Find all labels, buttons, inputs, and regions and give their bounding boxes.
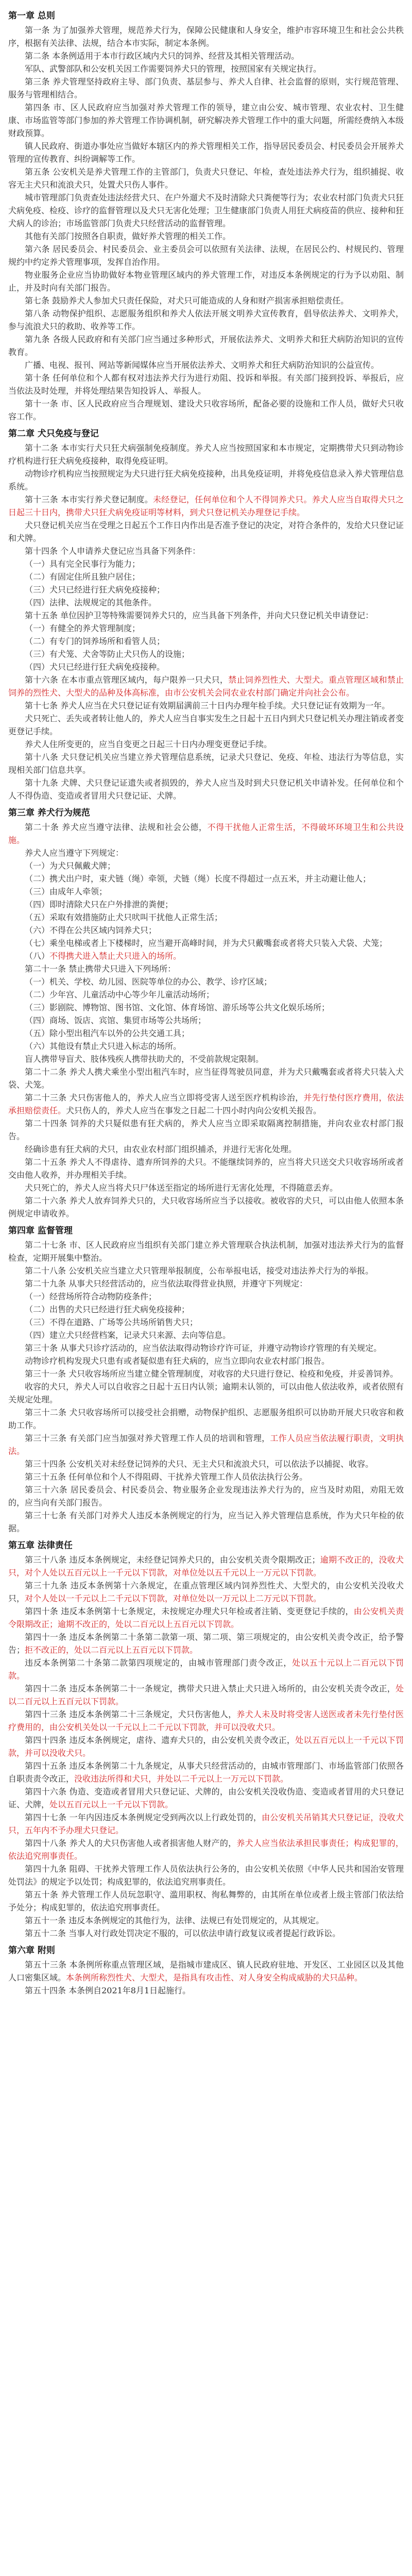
- paragraph-text: （五）采取有效措施防止犬只吠叫干扰他人正常生活；: [25, 912, 223, 922]
- article-paragraph: [8, 1888, 404, 1914]
- paragraph-text: 第五十条 养犬管理工作人员玩忽职守、滥用职权、徇私舞弊的，由其所在单位或者上级主管部门依法给予处分；构成犯罪的，依法追究刑事责任。: [8, 1890, 404, 1912]
- paragraph-text: （七）乘坐电梯或者上下楼梯时，应当避开高峰时间，并为犬只戴嘴套或者将犬只装入犬袋、犬笼；: [25, 938, 388, 948]
- article-paragraph: [8, 1483, 404, 1509]
- article-paragraph: [8, 1091, 404, 1117]
- emphasis-text: 禁止饲养烈性犬、大型犬。重点管理区域和禁止饲养的烈性犬、大型犬的品种及体高标准，由市公安机关会同农业农村部门确定并向社会公布。: [8, 675, 404, 698]
- paragraph-text: （六）不得在公共区域内饲养犬只；: [25, 925, 157, 935]
- chapter-heading: 第四章 监督管理: [8, 1226, 73, 1236]
- paragraph-text: 第六条 居民委员会、村民委员会、业主委员会可以依照有关法律、法规，在居民公约、村规民约、管理规约中约定养犬管理事项，发挥自治作用。: [8, 244, 404, 267]
- article-paragraph: [8, 1143, 404, 1156]
- paragraph-text: 第一条 为了加强养犬管理，规范养犬行为，保障公民健康和人身安全，维护市容环境卫生和社会公共秩序，根据有关法律、法规，结合本市实际，制定本条例。: [8, 25, 404, 48]
- emphasis-text: 处以五百元以上一千元以下罚款。: [49, 1800, 174, 1809]
- article-paragraph: [8, 1329, 404, 1342]
- article-paragraph: [8, 1470, 404, 1483]
- paragraph-text: 第二十条 养犬应当遵守法律、法规和社会公德，: [25, 822, 208, 832]
- paragraph-text: 第十五条 单位因护卫等特殊需要饲养犬只的，应当具备下列条件，并向犬只登记机关申请登记：: [25, 611, 374, 620]
- article-paragraph: [8, 570, 404, 583]
- paragraph-text: 第二十三条 犬只伤害他人的，养犬人应当立即将受害人送至医疗机构诊治，: [25, 1093, 304, 1103]
- paragraph-text: 第四十条 违反本条例第十七条规定，未按规定办理犬只年检或者注销、变更登记手续的，: [25, 1606, 354, 1616]
- paragraph-text: （三）由成年人牵领；: [25, 887, 108, 896]
- article-paragraph: [8, 1380, 404, 1406]
- article-paragraph: [8, 660, 404, 673]
- article-paragraph: [8, 738, 404, 751]
- article-paragraph: [8, 1553, 404, 1579]
- article-paragraph: [8, 1785, 404, 1811]
- paragraph-text: 第十条 任何单位和个人都有权对违法养犬行为进行劝阻、投诉和举报。有关部门接到投诉、举报后，应当依法及时处理，并将处理结果告知投诉人、举报人。: [8, 373, 404, 396]
- paragraph-text: 第二十二条 养犬人携犬乘坐小型出租汽车时，应当征得驾驶员同意，并为犬只戴嘴套或者将犬只装入犬袋、犬笼。: [8, 1067, 404, 1090]
- article-paragraph: [8, 545, 404, 557]
- article-paragraph: [8, 1759, 404, 1785]
- paragraph-text: （四）法律、法规规定的其他条件。: [25, 598, 157, 607]
- article-paragraph: [8, 1277, 404, 1290]
- article-paragraph: [8, 140, 404, 165]
- chapter-heading: 第二章 犬只免疫与登记: [8, 429, 99, 439]
- paragraph-text: 第十九条 犬牌、犬只登记证遗失或者损毁的，养犬人应当及时到犬只登记机关申请补发。任何单位和个人不得伪造、变造或者冒用犬只登记证、犬牌。: [8, 778, 404, 801]
- article-paragraph: [8, 75, 404, 101]
- paragraph-text: （四）商场、饭店、宾馆、集贸市场等公共场所；: [25, 1015, 207, 1025]
- paragraph-text: 经确诊患有狂犬病的犬只，由农业农村部门组织捕杀，并进行无害化处理。: [25, 1144, 297, 1154]
- article-paragraph: [8, 622, 404, 635]
- paragraph-text: 第四十九条 阻碍、干扰养犬管理工作人员依法执行公务的，由公安机关依照《中华人民共和国治安管理处罚法》的规定予以处罚；构成犯罪的，依法追究刑事责任。: [8, 1864, 404, 1887]
- paragraph-text: 第十七条 养犬人应当在犬只登记证有效期届满前三十日内办理年检手续。犬只登记证有效期为一年。: [25, 701, 390, 710]
- article-paragraph: [8, 1117, 404, 1143]
- paragraph-text: （一）为犬只佩戴犬牌；: [25, 861, 116, 871]
- article-paragraph: [8, 911, 404, 924]
- paragraph-text: 第四十一条 违反本条例第二十条第二款第一项、第二项、第三项规定的，由公安机关责令改正，给予警告；: [8, 1632, 404, 1655]
- paragraph-text: 第四十四条 违反本条例规定，虐待、遗弃犬只的，由公安机关责令改正，: [25, 1735, 296, 1745]
- article-paragraph: [8, 243, 404, 268]
- paragraph-text: （四）犬只已经进行狂犬病免疫接种。: [25, 662, 165, 672]
- chapter-heading: 第六章 附则: [8, 1945, 55, 1956]
- paragraph-text: 第四十八条 养犬人的犬只伤害他人或者损害他人财产的，: [25, 1838, 237, 1848]
- article-paragraph: [8, 1342, 404, 1354]
- paragraph-text: 第十二条 本市实行犬只狂犬病强制免疫制度。养犬人应当按照国家和本市规定，定期携带犬只到动物诊疗机构进行狂犬病免疫接种，取得免疫证明。: [8, 443, 404, 466]
- paragraph-text: 第四条 市、区人民政府应当加强对养犬管理工作的领导，建立由公安、城市管理、农业农村、卫生健康、市场监管等部门参加的养犬管理工作协调机制，研究解决养犬管理工作中的重大问题，所需经费纳入本级财政预算。: [8, 103, 404, 138]
- paragraph-text: （一）经营场所符合动物防疫条件；: [25, 1292, 157, 1301]
- paragraph-text: （四）即时清除犬只在户外排泄的粪便；: [25, 900, 174, 909]
- article-paragraph: [8, 975, 404, 988]
- chapter-heading: 第五章 法律责任: [8, 1540, 73, 1551]
- paragraph-text: （二）出售的犬只已经进行狂犬病免疫接种；: [25, 1304, 190, 1314]
- article-paragraph: [8, 24, 404, 49]
- article-paragraph: [8, 712, 404, 738]
- article-paragraph: [8, 1811, 404, 1837]
- paragraph-text: （三）犬只已经进行狂犬病免疫接种；: [25, 585, 165, 595]
- emphasis-text: 本条例所称烈性犬、大型犬，是指具有攻击性、对人身安全构成威胁的犬只品种。: [66, 1973, 363, 1982]
- paragraph-text: 第四十三条 违反本条例第二十三条规定，犬只伤害他人，: [25, 1709, 237, 1719]
- paragraph-text: 第三十二条 犬只收容场所可以接受社会捐赠，动物保护组织、志愿服务组织可以协助开展犬只收容和救助工作。: [8, 1408, 404, 1430]
- paragraph-text: 第五十二条 当事人对行政处罚决定不服的，可以依法申请行政复议或者提起行政诉讼。: [25, 1928, 341, 1938]
- paragraph-text: （六）其他设有禁止犬只进入标志的场所。: [25, 1041, 182, 1051]
- article-paragraph: [8, 1239, 404, 1264]
- article-paragraph: [8, 821, 404, 846]
- article-paragraph: [8, 988, 404, 1001]
- article-paragraph: [8, 359, 404, 371]
- emphasis-text: 并先行垫付医疗费用，依法承担赔偿责任。: [8, 1093, 404, 1115]
- article-paragraph: [8, 872, 404, 885]
- article-paragraph: [8, 1316, 404, 1329]
- article-paragraph: [8, 442, 404, 467]
- article-paragraph: [8, 557, 404, 570]
- paragraph-text: 养犬人应当遵守下列规定：: [25, 848, 124, 858]
- paragraph-text: 第三十五条 任何单位和个人不得阻碍、干扰养犬管理工作人员依法执行公务。: [25, 1472, 308, 1482]
- paragraph-text: 第三条 养犬管理坚持政府主导、部门负责、基层参与、养犬人自律、社会监督的原则，实行规范管理、服务与管理相结合。: [8, 77, 404, 99]
- paragraph-text: 第三十九条 违反本条例第十六条规定，在重点管理区域内饲养烈性犬、大型犬的，由公安机关没收犬只，: [8, 1581, 404, 1603]
- emphasis-text: 养犬人未及时将受害人送医或者未先行垫付医疗费用的，由公安机关处以一千元以上二千元以下罚款，并可以没收犬只。: [8, 1709, 404, 1732]
- article-paragraph: [8, 898, 404, 911]
- paragraph-text: 第二十六条 养犬人放弃饲养犬只的，犬只收容场所应当予以接收。被收容的犬只，可以由他人依照本条例规定申请收养。: [8, 1196, 404, 1218]
- article-paragraph: [8, 583, 404, 596]
- article-paragraph: [8, 950, 404, 962]
- emphasis-text: 不得携犬进入禁止犬只进入的场所。: [49, 951, 182, 961]
- article-paragraph: [8, 333, 404, 359]
- paragraph-text: 城市管理部门负责查处违法经营犬只、在户外遛犬不及时清除犬只粪便等行为；农业农村部门负责犬只狂犬病免疫、检疫、诊疗的监督管理以及犬只无害化处理；卫生健康部门负责人用狂犬病疫苗的供应、接种和狂犬病人的诊治；市场监管部门负责犬只经营活动的监督管理。: [8, 193, 404, 228]
- article-paragraph: [8, 1053, 404, 1065]
- paragraph-text: （三）不得在道路、广场等公共场所销售犬只；: [25, 1317, 198, 1327]
- article-paragraph: [8, 1958, 404, 1984]
- paragraph-text: 军队、武警部队和公安机关因工作需要饲养犬只的管理，按照国家有关规定执行。: [25, 64, 322, 74]
- paragraph-text: 盲人携带导盲犬、肢体残疾人携带扶助犬的，不受前款规定限制。: [25, 1054, 264, 1064]
- paragraph-text: （一）具有完全民事行为能力；: [25, 559, 141, 569]
- article-paragraph: [8, 1181, 404, 1194]
- article-paragraph: [8, 49, 404, 62]
- paragraph-text: 第三十六条 居民委员会、村民委员会、物业服务企业发现违法养犬行为的，应当及时劝阻，劝阻无效的，应当向有关部门报告。: [8, 1485, 404, 1507]
- paragraph-text: （五）除小型出租汽车以外的公共交通工具；: [25, 1028, 190, 1038]
- emphasis-text: 不得干扰他人正常生活，不得破坏环境卫生和公共设施。: [8, 822, 404, 845]
- article-paragraph: [8, 885, 404, 898]
- article-paragraph: [8, 673, 404, 699]
- article-paragraph: [8, 635, 404, 648]
- paragraph-text: （二）携犬出户时，束犬链（绳）牵领，犬链（绳）长度不得超过一点五米，并主动避让他人；: [25, 874, 371, 884]
- article-paragraph: [8, 1406, 404, 1432]
- article-paragraph: [8, 1914, 404, 1927]
- paragraph-text: 第二十一条 禁止携带犬只进入下列场所：: [25, 964, 176, 974]
- article-paragraph: [8, 1354, 404, 1367]
- article-paragraph: [8, 1001, 404, 1014]
- paragraph-text: 第十三条 本市实行养犬登记制度。: [25, 495, 153, 504]
- paragraph-text: （八）: [25, 951, 50, 961]
- article-paragraph: [8, 1509, 404, 1535]
- paragraph-text: 物业服务企业应当协助做好本物业管理区域内的养犬管理工作，对违反本条例规定的行为予以劝阻、制止，并及时向有关部门报告。: [8, 270, 404, 293]
- paragraph-text: 第三十七条 有关部门对养犬人违反本条例规定的行为，应当记入养犬管理信息系统，作为犬只年检的依据。: [8, 1511, 404, 1533]
- article-paragraph: [8, 1984, 404, 1997]
- article-paragraph: [8, 1837, 404, 1862]
- paragraph-text: 第十六条 在本市重点管理区域内，每户限养一只犬只，: [25, 675, 229, 685]
- emphasis-text: 处以五十元以上二百元以下罚款。: [8, 1658, 404, 1681]
- emphasis-text: 没收违法所得和犬只，并处以二千元以上一万元以下罚款。: [74, 1774, 289, 1784]
- article-paragraph: [8, 165, 404, 191]
- article-paragraph: [8, 230, 404, 243]
- article-paragraph: [8, 776, 404, 802]
- article-paragraph: [8, 596, 404, 609]
- paragraph-text: 犬只登记机关应当在受理之日起五个工作日内作出是否准予登记的决定，对符合条件的，发给犬只登记证和犬牌。: [8, 520, 404, 543]
- article-paragraph: [8, 699, 404, 712]
- chapter-heading: 第三章 养犬行为规范: [8, 808, 90, 818]
- emphasis-text: 拒不改正的，处以二百元以上五百元以下罚款。: [25, 1645, 198, 1655]
- article-paragraph: [8, 1631, 404, 1656]
- paragraph-text: 第二十八条 公安机关应当建立犬只管理举报制度，公布举报电话，接受对违法养犬行为的举报。: [25, 1266, 374, 1276]
- article-paragraph: [8, 1194, 404, 1220]
- paragraph-text: 第七条 鼓励养犬人参加犬只责任保险，对犬只可能造成的人身和财产损害承担赔偿责任。: [25, 296, 349, 306]
- paragraph-text: 广播、电视、报刊、网站等新闻媒体应当开展依法养犬、文明养犬和狂犬病防治知识的公益宣传。: [25, 360, 380, 370]
- article-paragraph: [8, 294, 404, 307]
- paragraph-text: 动物诊疗机构发现犬只患有或者疑似患有狂犬病的，应当立即向农业农村部门报告。: [25, 1356, 330, 1366]
- paragraph-text: 养犬人住所变更的，应当自变更之日起三十日内办理变更登记手续。: [25, 739, 272, 749]
- article-paragraph: [8, 371, 404, 397]
- article-paragraph: [8, 397, 404, 423]
- paragraph-text: （二）有专门的饲养场所和看管人员；: [25, 636, 165, 646]
- article-paragraph: [8, 937, 404, 950]
- emphasis-text: 处以五百元以上一千元以下罚款，并可以没收犬只。: [8, 1735, 404, 1758]
- paragraph-text: 第二十四条 饲养的犬只疑似患有狂犬病的，养犬人应当立即采取隔离控制措施，并向农业农村部门报告。: [8, 1118, 404, 1141]
- article-paragraph: [8, 519, 404, 545]
- paragraph-text: 收容的犬只，养犬人可以自收容之日起十五日内认领；逾期未认领的，可以由他人依法收养，或者依照有关规定处理。: [8, 1382, 404, 1404]
- paragraph-text: 犬只死亡的，养犬人应当将犬只尸体送至指定的场所进行无害化处理，不得随意丢弃。: [25, 1183, 338, 1193]
- paragraph-text: 第五十一条 违反本条例规定的其他行为，法律、法规已有处罚规定的，从其规定。: [25, 1916, 324, 1925]
- article-paragraph: [8, 1432, 404, 1458]
- paragraph-text: （三）影剧院、博物馆、图书馆、文化馆、体育场馆、游乐场等公共文化娱乐场所；: [25, 1003, 330, 1012]
- paragraph-text: 第十八条 犬只登记机关应当建立养犬管理信息系统，记录犬只登记、免疫、年检、违法行为等信息，实现相关部门信息共享。: [8, 752, 404, 775]
- article-paragraph: [8, 924, 404, 937]
- paragraph-text: 第四十五条 违反本条例第二十九条规定，从事犬只经营活动的，由城市管理部门、市场监管部门依照各自职责责令改正，: [8, 1761, 404, 1784]
- article-paragraph: [8, 101, 404, 140]
- paragraph-text: 第五十三条 本条例所称重点管理区域，是指城市建成区、镇人民政府驻地、开发区、工业园区以及其他人口密集区域。: [8, 1960, 404, 1982]
- paragraph-text: 第三十四条 公安机关对未经登记饲养的犬只、无主犬只和流浪犬只，可以依法予以捕捉、收容。: [25, 1459, 374, 1469]
- emphasis-text: 未经登记，任何单位和个人不得饲养犬只。养犬人应当自取得犬只之日起三十日内，携带犬只狂犬病免疫证明等材料，到犬只登记机关办理登记手续。: [8, 495, 404, 517]
- article-paragraph: [8, 1656, 404, 1682]
- article-paragraph: [8, 1264, 404, 1277]
- paragraph-text: 第三十条 从事犬只诊疗活动的，应当依法取得动物诊疗许可证，并遵守动物诊疗管理的有关规定。: [25, 1343, 382, 1353]
- paragraph-text: 第二十五条 养犬人不得虐待、遗弃所饲养的犬只。不能继续饲养的，应当将犬只送交犬只收容场所或者交由他人收养，并办理相关手续。: [8, 1157, 404, 1180]
- paragraph-text: （一）有健全的养犬管理制度；: [25, 623, 141, 633]
- article-paragraph: [8, 751, 404, 776]
- paragraph-text: 犬只伤人的，养犬人应当在事发之日起二十四小时内向公安机关报告。: [66, 1106, 322, 1115]
- article-paragraph: [8, 268, 404, 294]
- article-paragraph: [8, 1579, 404, 1605]
- article-paragraph: [8, 467, 404, 493]
- paragraph-text: （四）建立犬只经营档案，记录犬只来源、去向等信息。: [25, 1330, 231, 1340]
- article-paragraph: [8, 1862, 404, 1888]
- article-paragraph: [8, 1927, 404, 1940]
- chapter-heading: 第一章 总则: [8, 11, 55, 21]
- paragraph-text: 第五条 公安机关是养犬管理工作的主管部门，负责犬只登记、年检，查处违法养犬行为，组织捕捉、收容无主犬只和流浪犬只，处置犬只伤人事件。: [8, 167, 404, 190]
- paragraph-text: 违反本条例第二十条第二款第四项规定的，由城市管理部门责令改正，: [25, 1658, 293, 1668]
- paragraph-text: 第三十三条 有关部门应当加强对养犬管理工作人员的培训和管理，: [25, 1433, 270, 1443]
- paragraph-text: 第二十七条 市、区人民政府应当组织有关部门建立养犬管理联合执法机制，加强对违法养犬行为的监督检查，定期开展集中整治。: [8, 1240, 404, 1263]
- paragraph-text: 第三十一条 犬只收容场所应当建立健全管理制度，对收容的犬只进行登记、检疫和免疫，并妥善饲养。: [25, 1369, 399, 1379]
- article-paragraph: [8, 1458, 404, 1470]
- paragraph-text: 第三十八条 违反本条例规定，未经登记饲养犬只的，由公安机关责令限期改正；: [25, 1555, 320, 1565]
- article-paragraph: [8, 1040, 404, 1053]
- paragraph-text: 第二十九条 从事犬只经营活动的，应当依法取得营业执照，并遵守下列规定：: [25, 1279, 308, 1289]
- paragraph-text: 第八条 动物保护组织、志愿服务组织和养犬人依法开展文明养犬宣传教育，倡导依法养犬、文明养犬，参与流浪犬只的救助、收养等工作。: [8, 309, 404, 331]
- paragraph-text: （二）少年宫、儿童活动中心等少年儿童活动场所；: [25, 990, 215, 999]
- emphasis-text: 由公安机关吊销其犬只登记证，没收犬只，五年内不予办理犬只登记。: [8, 1812, 404, 1835]
- article-paragraph: [8, 1367, 404, 1380]
- emphasis-text: 养犬人应当依法承担民事责任；构成犯罪的，依法追究刑事责任。: [8, 1838, 404, 1861]
- article-paragraph: [8, 1065, 404, 1091]
- article-paragraph: [8, 191, 404, 230]
- paragraph-text: （三）有犬笼、犬舍等防止犬只伤人的设施；: [25, 649, 190, 659]
- paragraph-text: 第四十六条 伪造、变造或者冒用犬只登记证、犬牌的，由公安机关没收伪造、变造或者冒用的犬只登记证、犬牌，: [8, 1787, 404, 1809]
- article-paragraph: [8, 1605, 404, 1631]
- paragraph-text: 第四十七条 一年内因违反本条例规定受到两次以上行政处罚的，: [25, 1812, 262, 1822]
- paragraph-text: 第十一条 市、区人民政府应当合理规划、建设犬只收容场所，配备必要的设施和工作人员，做好犬只收容工作。: [8, 399, 404, 421]
- paragraph-text: （一）机关、学校、幼儿园、医院等单位的办公、教学、诊疗区域；: [25, 977, 272, 987]
- paragraph-text: 第九条 各级人民政府和有关部门应当通过多种形式，开展依法养犬、文明养犬和狂犬病防治知识的宣传教育。: [8, 334, 404, 357]
- article-paragraph: [8, 846, 404, 859]
- article-paragraph: [8, 1303, 404, 1316]
- article-paragraph: [8, 1290, 404, 1303]
- paragraph-text: 第二条 本条例适用于本市行政区域内犬只的饲养、经营及其相关管理活动。: [25, 51, 300, 61]
- paragraph-text: 动物诊疗机构应当按照规定为犬只进行狂犬病免疫接种，出具免疫证明，并将免疫信息录入养犬管理信息系统。: [8, 469, 404, 492]
- article-paragraph: [8, 493, 404, 519]
- emphasis-text: 逾期不改正的，没收犬只，对个人处以五百元以上一千元以下罚款，对单位处以五千元以上一万元以下罚款。: [8, 1555, 404, 1578]
- paragraph-text: （二）有固定住所且独户居住；: [25, 572, 141, 582]
- emphasis-text: 处以二百元以上五百元以下罚款。: [8, 1684, 404, 1706]
- article-paragraph: [8, 1014, 404, 1027]
- emphasis-text: 由公安机关责令限期改正；逾期不改正的，处以二百元以上五百元以下罚款。: [8, 1606, 404, 1629]
- emphasis-text: 工作人员应当依法履行职责，文明执法。: [8, 1433, 404, 1456]
- article-paragraph: [8, 648, 404, 660]
- paragraph-text: 镇人民政府、街道办事处应当做好本辖区内的养犬管理相关工作，指导居民委员会、村民委员会开展养犬管理的宣传教育、纠纷调解等工作。: [8, 141, 404, 164]
- paragraph-text: 第五十四条 本条例自2021年8月1日起施行。: [25, 1986, 191, 1995]
- paragraph-text: 其他有关部门按照各自职责，做好养犬管理的相关工作。: [25, 231, 231, 241]
- article-paragraph: [8, 609, 404, 622]
- emphasis-text: 对个人处以一千元以上二千元以下罚款，对单位处以一万元以上二万元以下罚款。: [25, 1594, 322, 1603]
- paragraph-text: 第十四条 个人申请养犬登记应当具备下列条件：: [25, 546, 201, 556]
- article-paragraph: [8, 1734, 404, 1759]
- paragraph-text: 第四十二条 违反本条例第二十一条规定，携带犬只进入禁止犬只进入场所的，由公安机关责令改正，: [25, 1684, 396, 1693]
- article-paragraph: [8, 1708, 404, 1734]
- article-paragraph: [8, 1027, 404, 1040]
- article-paragraph: [8, 1156, 404, 1181]
- article-paragraph: [8, 307, 404, 333]
- article-paragraph: [8, 1682, 404, 1708]
- article-paragraph: [8, 962, 404, 975]
- article-paragraph: [8, 62, 404, 75]
- paragraph-text: 犬只死亡、丢失或者转让他人的，养犬人应当自事实发生之日起十五日内到犬只登记机关办理注销或者变更登记手续。: [8, 714, 404, 736]
- article-paragraph: [8, 859, 404, 872]
